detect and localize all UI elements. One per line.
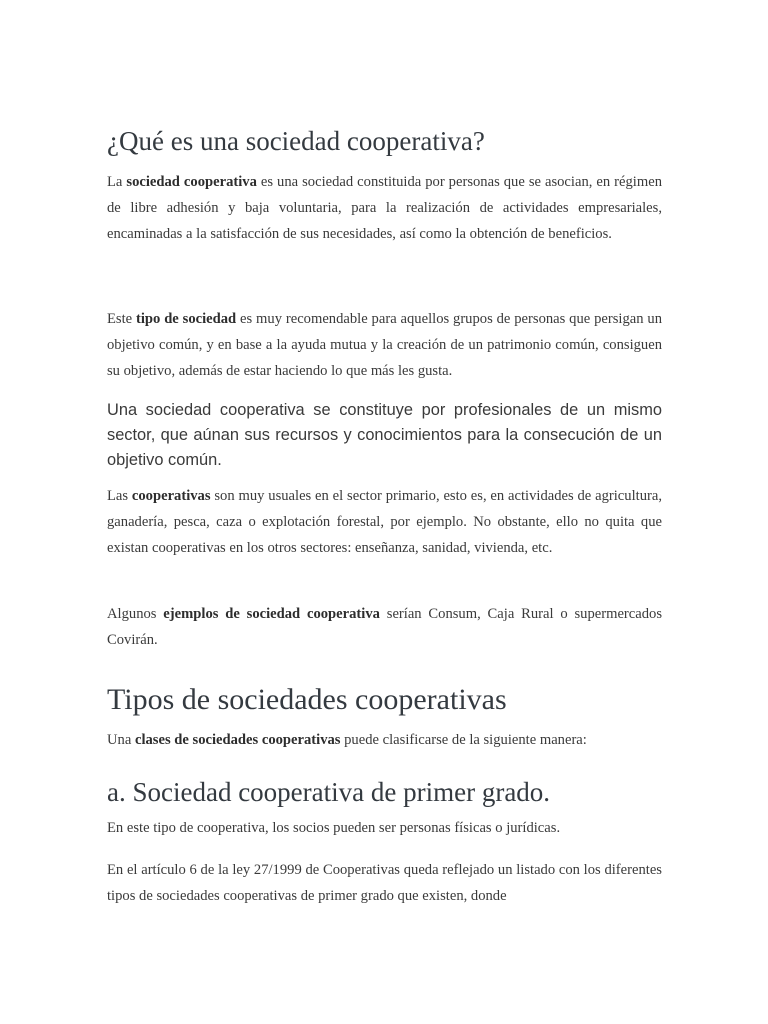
paragraph-definition bbox=[107, 169, 662, 247]
page-title: ¿Qué es una sociedad cooperativa? bbox=[107, 126, 485, 156]
paragraph-text: serían Consum, Caja Rural o supermercados Covirán. bbox=[107, 606, 663, 648]
paragraph-examples bbox=[107, 601, 662, 653]
paragraph-text: son muy usuales en el sector primario, esto es, en actividades de agricultura, ganadería, pesca, caza o explotación forestal, por ejemplo. No obstante, ello no quita que existan cooperativas en los otros sectores: enseñanza, sanidad, vivienda, etc. bbox=[107, 488, 662, 556]
paragraph-text: Las bbox=[107, 488, 132, 504]
bold-term: clases de sociedades cooperativas bbox=[134, 732, 341, 748]
paragraph-classes bbox=[107, 727, 662, 753]
bold-term: tipo de sociedad bbox=[136, 311, 237, 327]
paragraph-text: Este bbox=[107, 311, 136, 327]
paragraph-text: La bbox=[107, 174, 127, 190]
subsection-heading-first-grade: a. Sociedad cooperativa de primer grado. bbox=[107, 777, 551, 807]
paragraph-text: Una bbox=[107, 732, 135, 748]
bold-term: cooperativas bbox=[131, 488, 211, 504]
bold-term: sociedad cooperativa bbox=[126, 174, 257, 190]
paragraph-members: En este tipo de cooperativa, los socios pueden ser personas físicas o jurídicas. bbox=[107, 820, 561, 836]
section-heading-types: Tipos de sociedades cooperativas bbox=[107, 683, 507, 716]
paragraph-text: Algunos bbox=[107, 606, 164, 622]
paragraph-recommendation bbox=[107, 306, 662, 384]
paragraph-text: puede clasificarse de la siguiente manera: bbox=[340, 732, 587, 748]
paragraph-constitution: Una sociedad cooperativa se constituye por profesionales de un mismo sector, que aúnan sus recursos y conocimientos para la consecución de un objetivo común. bbox=[107, 401, 662, 469]
paragraph-law-article: En el artículo 6 de la ley 27/1999 de Cooperativas queda reflejado un listado con los diferentes tipos de sociedades cooperativas de primer grado que existen, donde bbox=[107, 862, 662, 904]
paragraph-text: es muy recomendable para aquellos grupos de personas que persigan un objetivo común, y en base a la ayuda mutua y la creación de un patrimonio común, consiguen su objetivo, además de estar haciendo lo que más les gusta. bbox=[107, 311, 663, 379]
bold-term: ejemplos de sociedad cooperativa bbox=[163, 606, 380, 622]
paragraph-sectors bbox=[107, 483, 662, 561]
paragraph-text: es una sociedad constituida por personas que se asocian, en régimen de libre adhesión y baja voluntaria, para la realización de actividades empresariales, encaminadas a la satisfacción de sus necesidades, así como la obtención de beneficios. bbox=[107, 174, 662, 242]
